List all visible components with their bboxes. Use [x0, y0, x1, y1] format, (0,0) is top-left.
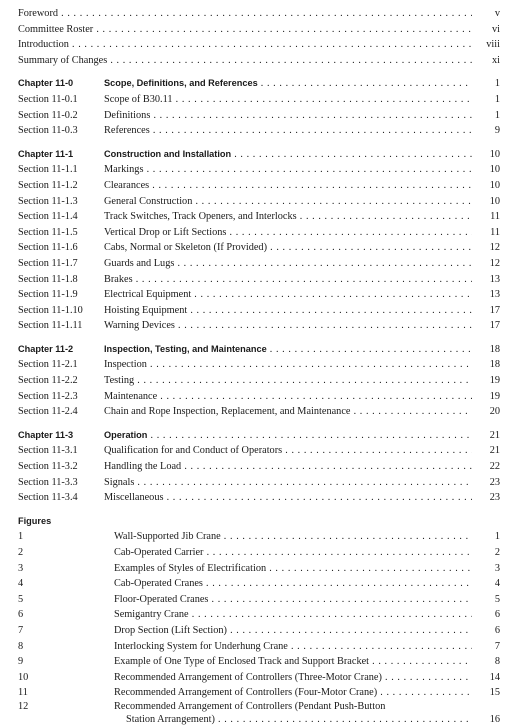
section-entry[interactable]: [18, 357, 500, 373]
section-entry-label: Section 11-1.6: [18, 242, 78, 254]
chapter-entry-page-number: 10: [489, 148, 500, 160]
chapter-entry-page-number: 21: [489, 429, 500, 441]
section-entry-page-number: 19: [489, 390, 500, 402]
figure-entry[interactable]: [18, 654, 500, 670]
chapter-entry-label: Chapter 11-1: [18, 148, 74, 159]
section-entry[interactable]: [18, 92, 500, 108]
section-entry-label: Section 11-1.9: [18, 289, 78, 301]
chapter-entry[interactable]: [18, 342, 500, 358]
figure-entry-page-number: 8: [494, 656, 500, 668]
figure-entry[interactable]: [18, 607, 500, 623]
section-entry-page-number: 13: [489, 289, 500, 301]
section-entry-page-number: 18: [489, 359, 500, 371]
section-entry-title: Track Switches, Track Openers, and Interlocks . . .: [104, 209, 472, 225]
chapters-list: [18, 68, 500, 505]
section-entry-title: Warning Devices . . .: [104, 318, 472, 334]
figure-entry[interactable]: [18, 639, 500, 655]
section-entry[interactable]: [18, 287, 500, 303]
figure-entry-label: 10: [18, 671, 29, 683]
section-entry[interactable]: [18, 178, 500, 194]
section-entry-label: Section 11-3.3: [18, 476, 78, 488]
figure-entry[interactable]: [18, 623, 500, 639]
figure-title-line1: Recommended Arrangement of Controllers (Pendant Push-Button: [114, 700, 386, 712]
section-entry-title: References . . .: [104, 123, 472, 139]
chapter-entry-page-number: 1: [494, 78, 500, 90]
front-matter-entry-title: Summary of Changes . . .: [18, 53, 472, 69]
section-entry-title: Signals . . .: [104, 475, 472, 491]
figure-entry[interactable]: [18, 701, 500, 726]
table-of-contents: [18, 6, 500, 726]
section-entry-page-number: 20: [489, 406, 500, 418]
section-entry-page-number: 9: [494, 125, 500, 137]
section-entry[interactable]: [18, 443, 500, 459]
section-entry-label: Section 11-1.5: [18, 226, 78, 238]
section-entry-title: Miscellaneous . . .: [104, 490, 472, 506]
chapter-entry-page-number: 18: [489, 343, 500, 355]
chapter-entry-label: Chapter 11-3: [18, 429, 74, 440]
section-entry-label: Section 11-1.10: [18, 304, 83, 316]
front-matter-entry[interactable]: [18, 53, 500, 69]
front-matter-entry-title: Introduction . . .: [18, 37, 472, 53]
section-entry-title: Scope of B30.11 . . .: [104, 92, 472, 108]
front-matter-entry[interactable]: [18, 37, 500, 53]
section-entry-page-number: 12: [489, 257, 500, 269]
section-entry-label: Section 11-3.2: [18, 461, 78, 473]
figure-entry-title: Recommended Arrangement of Controllers (Three-Motor Crane) . . .: [114, 670, 472, 686]
section-entry-page-number: 12: [489, 242, 500, 254]
section-entry[interactable]: [18, 272, 500, 288]
figure-entry-page-number: 14: [489, 671, 500, 683]
figure-entry-title: Wall-Supported Jib Crane . . .: [114, 529, 472, 545]
section-entry-title: Definitions . . .: [104, 108, 472, 124]
section-entry-page-number: 10: [489, 195, 500, 207]
section-entry-page-number: 19: [489, 375, 500, 387]
figure-title-line2: Station Arrangement) . . .: [114, 713, 472, 726]
figure-entry-page-number: 2: [494, 547, 500, 558]
figure-entry-title: Semigantry Crane . . .: [114, 607, 472, 623]
front-matter-list: [18, 6, 500, 68]
section-entry-label: Section 11-2.4: [18, 406, 78, 418]
section-entry-page-number: 22: [489, 461, 500, 473]
section-entry-page-number: 11: [490, 226, 500, 238]
figure-entry[interactable]: [18, 545, 500, 561]
chapter-entry-title: Operation . . .: [104, 428, 472, 444]
figure-entry-page-number: 1: [494, 531, 500, 543]
section-entry-label: Section 11-1.2: [18, 179, 78, 191]
figure-entry-page-number: 4: [494, 578, 500, 590]
figure-entry-title: Examples of Styles of Electrification . . .: [114, 561, 472, 577]
figure-number: 12: [18, 700, 29, 712]
section-entry[interactable]: [18, 404, 500, 420]
chapter-entry[interactable]: [18, 428, 500, 444]
section-entry-label: Section 11-0.3: [18, 125, 78, 137]
section-entry-title: Testing . . .: [104, 373, 472, 389]
front-matter-entry[interactable]: [18, 6, 500, 22]
section-entry-label: Section 11-1.4: [18, 211, 78, 223]
section-entry-label: Section 11-3.4: [18, 492, 78, 504]
figure-entry-title: Cab-Operated Cranes . . .: [114, 576, 472, 592]
section-entry[interactable]: [18, 303, 500, 319]
section-entry-label: Section 11-2.1: [18, 359, 78, 371]
section-entry-page-number: 11: [490, 211, 500, 223]
figure-entry-title: Drop Section (Lift Section) . . .: [114, 623, 472, 639]
section-entry-page-number: 1: [494, 109, 500, 121]
figure-entry-page-number: 15: [489, 687, 500, 699]
chapter-entry-label: Chapter 11-2: [18, 343, 74, 354]
figure-entry[interactable]: [18, 592, 500, 608]
section-entry-title: Electrical Equipment . . .: [104, 287, 472, 303]
chapter-entry[interactable]: [18, 76, 500, 92]
section-entry-title: Inspection . . .: [104, 357, 472, 373]
section-entry-label: Section 11-1.8: [18, 273, 78, 285]
figure-entry-line1: [18, 701, 500, 713]
section-entry-label: Section 11-1.7: [18, 257, 78, 269]
figure-entry-label: 9: [18, 656, 24, 668]
section-entry-label: Section 11-3.1: [18, 445, 78, 457]
section-entry-label: Section 11-1.11: [18, 320, 83, 332]
section-entry-title: Handling the Load . . .: [104, 459, 472, 475]
section-entry[interactable]: [18, 240, 500, 256]
front-matter-entry-page-number: v: [494, 8, 500, 19]
figure-entry-title: Example of One Type of Enclosed Track and Support Bracket . . .: [114, 654, 472, 670]
figure-entry[interactable]: [18, 561, 500, 577]
figure-entry-page-number: 6: [494, 624, 500, 636]
section-entry[interactable]: [18, 389, 500, 405]
section-entry[interactable]: [18, 209, 500, 225]
section-entry-label: Section 11-1.3: [18, 195, 78, 207]
section-entry-title: Hoisting Equipment . . .: [104, 303, 472, 319]
section-entry-title: Brakes . . .: [104, 272, 472, 288]
figure-entry-label: 3: [18, 562, 24, 574]
figure-entry-title: Interlocking System for Underhung Crane . . .: [114, 639, 472, 655]
figure-entry-label: 5: [18, 593, 24, 605]
section-entry[interactable]: [18, 490, 500, 506]
section-entry-title: Qualification for and Conduct of Operators . . .: [104, 443, 472, 459]
section-entry-label: Section 11-2.2: [18, 375, 78, 387]
chapter-entry-title: Construction and Installation . . .: [104, 147, 472, 163]
figure-entry-title: Recommended Arrangement of Controllers (Four-Motor Crane) . . .: [114, 685, 472, 701]
figure-entry-label: 1: [18, 531, 24, 543]
section-entry-page-number: 10: [489, 179, 500, 191]
section-entry[interactable]: [18, 459, 500, 475]
figure-entry-page-number: 3: [494, 562, 500, 574]
section-entry-page-number: 1: [494, 93, 500, 105]
chapter-entry-title: Inspection, Testing, and Maintenance . . .: [104, 342, 472, 358]
section-entry[interactable]: [18, 256, 500, 272]
section-entry-page-number: 13: [489, 273, 500, 285]
figure-entry-line2: [18, 713, 500, 726]
section-entry-label: Section 11-0.1: [18, 93, 78, 105]
front-matter-entry-page-number: vi: [491, 23, 500, 35]
front-matter-entry-title: Committee Roster . . .: [18, 22, 472, 38]
figure-page-number: 16: [489, 713, 500, 725]
section-entry-title: General Construction . . .: [104, 194, 472, 210]
figure-entry-page-number: 6: [494, 609, 500, 621]
section-entry-label: Section 11-1.1: [18, 164, 78, 176]
section-entry[interactable]: [18, 194, 500, 210]
section-entry[interactable]: [18, 475, 500, 491]
section-entry-page-number: 10: [489, 164, 500, 176]
figure-entry[interactable]: [18, 576, 500, 592]
figure-entry-title: Cab-Operated Carrier . . .: [114, 545, 472, 561]
section-entry-page-number: 23: [489, 492, 500, 504]
section-entry-title: Markings . . .: [104, 162, 472, 178]
figure-entry-label: 11: [18, 687, 28, 699]
section-entry-title: Maintenance . . .: [104, 389, 472, 405]
figure-entry-title: Floor-Operated Cranes . . .: [114, 592, 472, 608]
figure-entry[interactable]: [18, 670, 500, 686]
front-matter-entry-title: Foreword . . .: [18, 6, 472, 22]
figures-list: [18, 529, 500, 701]
section-entry[interactable]: [18, 162, 500, 178]
section-entry-title: Chain and Rope Inspection, Replacement, and Maintenance . . .: [104, 404, 472, 420]
section-entry-title: Vertical Drop or Lift Sections . . .: [104, 225, 472, 241]
section-entry-page-number: 17: [489, 320, 500, 332]
figure-entry-label: 4: [18, 578, 24, 590]
figure-entry-label: 2: [18, 547, 24, 558]
section-entry-title: Cabs, Normal or Skeleton (If Provided) . . .: [104, 240, 472, 256]
section-entry[interactable]: [18, 225, 500, 241]
section-entry[interactable]: [18, 373, 500, 389]
figure-entry-page-number: 5: [494, 593, 500, 605]
front-matter-entry-page-number: xi: [491, 54, 500, 66]
section-entry-page-number: 21: [489, 445, 500, 457]
section-entry-page-number: 23: [489, 476, 500, 488]
chapter-entry-label: Chapter 11-0: [18, 78, 74, 89]
section-entry-label: Section 11-0.2: [18, 109, 78, 121]
front-matter-entry-page-number: viii: [486, 39, 500, 51]
figure-entry-label: 8: [18, 640, 24, 652]
section-entry-page-number: 17: [489, 304, 500, 316]
front-matter-entry[interactable]: [18, 22, 500, 38]
chapter-entry[interactable]: [18, 147, 500, 163]
section-entry[interactable]: [18, 318, 500, 334]
section-entry[interactable]: [18, 108, 500, 124]
figure-entry-page-number: 7: [494, 640, 500, 652]
chapter-entry-title: Scope, Definitions, and References . . .: [104, 76, 472, 92]
section-entry-label: Section 11-2.3: [18, 390, 78, 402]
figure-entry[interactable]: [18, 529, 500, 545]
figures-heading: Figures: [18, 515, 52, 526]
section-entry-title: Clearances . . .: [104, 178, 472, 194]
section-entry-title: Guards and Lugs . . .: [104, 256, 472, 272]
figure-entry-label: 7: [18, 624, 24, 636]
section-entry[interactable]: [18, 123, 500, 139]
figure-entry-label: 6: [18, 609, 24, 621]
figure-entry[interactable]: [18, 685, 500, 701]
